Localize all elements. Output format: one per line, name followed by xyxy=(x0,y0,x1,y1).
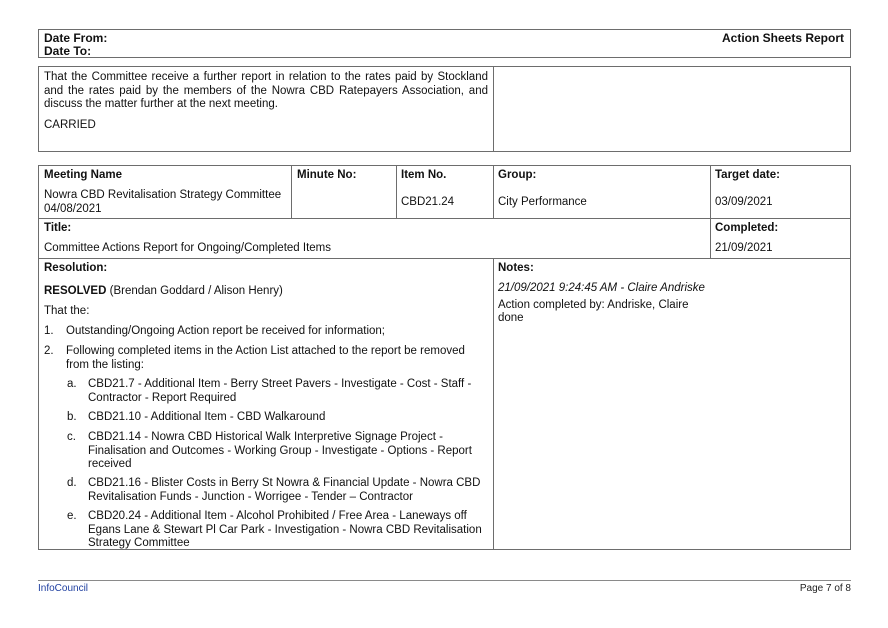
date-to-label: Date To: xyxy=(44,44,92,58)
previous-status: CARRIED xyxy=(44,119,96,131)
group-value: City Performance xyxy=(498,196,587,208)
column-divider xyxy=(493,258,494,550)
resolution-movers: (Brendan Goddard / Alison Henry) xyxy=(109,285,283,297)
sub-list-text: CBD21.16 - Blister Costs in Berry St Nowra & Financial Update - Nowra CBD Revitalisation Funds - Junction - Worrigee - Tender – Contractor xyxy=(88,477,481,503)
row-divider xyxy=(39,258,850,259)
column-divider xyxy=(493,166,494,218)
action-item-table xyxy=(38,165,851,550)
sub-list-letter: c. xyxy=(67,431,76,443)
minute-no-label: Minute No: xyxy=(297,169,357,181)
list-number: 2. xyxy=(44,345,54,357)
that-the-line: That the: xyxy=(44,305,90,317)
previous-resolution-text: That the Committee receive a further report in relation to the rates paid by Stockland and the rates paid by the members of the Nowra CBD Ratepayers Association, and discuss the matter further at the next meeting. xyxy=(44,71,488,110)
page-number: Page 7 of 8 xyxy=(799,583,851,594)
item-no-label: Item No. xyxy=(401,169,447,181)
completed-label: Completed: xyxy=(715,222,779,234)
footer-rule xyxy=(38,580,851,581)
sub-list-letter: d. xyxy=(67,477,77,489)
resolution-label: Resolution: xyxy=(44,262,108,274)
note-line-1: Action completed by: Andriske, Claire xyxy=(498,299,689,311)
title-label: Title: xyxy=(44,222,72,234)
sub-list-letter: b. xyxy=(67,411,77,423)
meeting-name: Nowra CBD Revitalisation Strategy Committee xyxy=(44,189,282,201)
list-number: 1. xyxy=(44,325,54,337)
target-date-value: 03/09/2021 xyxy=(715,196,773,208)
date-from-label: Date From: xyxy=(44,31,108,45)
column-divider xyxy=(493,67,494,151)
column-divider xyxy=(291,166,292,218)
row-divider xyxy=(39,218,850,219)
notes-label: Notes: xyxy=(498,262,534,274)
note-entry-header: 21/09/2021 9:24:45 AM - Claire Andriske xyxy=(498,282,705,294)
report-title: Action Sheets Report xyxy=(721,31,844,45)
sub-list-text: CBD21.7 - Additional Item - Berry Street Pavers - Investigate - Cost - Staff - Contractor - Report Required xyxy=(88,378,472,404)
footer-brand: InfoCouncil xyxy=(38,583,89,594)
meeting-name-label: Meeting Name xyxy=(44,169,122,181)
sub-list-letter: a. xyxy=(67,378,77,390)
resolved-line xyxy=(44,285,283,299)
completed-value: 21/09/2021 xyxy=(715,242,773,254)
sub-list-text: CBD21.10 - Additional Item - CBD Walkaround xyxy=(88,411,326,423)
previous-item-block xyxy=(38,66,851,152)
column-divider xyxy=(710,166,711,258)
note-line-2: done xyxy=(498,312,524,324)
meeting-name-value xyxy=(44,189,289,216)
meeting-date: 04/08/2021 xyxy=(44,202,102,215)
target-date-label: Target date: xyxy=(715,169,780,181)
list-text: Outstanding/Ongoing Action report be received for information; xyxy=(66,325,385,337)
report-header xyxy=(38,29,851,58)
title-value: Committee Actions Report for Ongoing/Completed Items xyxy=(44,242,331,254)
group-label: Group: xyxy=(498,169,537,181)
sub-list-letter: e. xyxy=(67,510,77,522)
sub-list-text: CBD21.14 - Nowra CBD Historical Walk Interpretive Signage Project - Finalisation and Outcomes - Working Group - Investigate - Options - Report received xyxy=(88,431,472,470)
list-text: Following completed items in the Action List attached to the report be removed from the listing: xyxy=(66,345,465,371)
sub-list-text: CBD20.24 - Additional Item - Alcohol Prohibited / Free Area - Laneways off Egans Lane & Stewart Pl Car Park - Investigation - Nowra CBD Revitalisation Strategy Committee xyxy=(88,510,482,549)
resolved-word: RESOLVED xyxy=(44,285,107,297)
column-divider xyxy=(396,166,397,218)
item-no-value: CBD21.24 xyxy=(401,196,455,208)
